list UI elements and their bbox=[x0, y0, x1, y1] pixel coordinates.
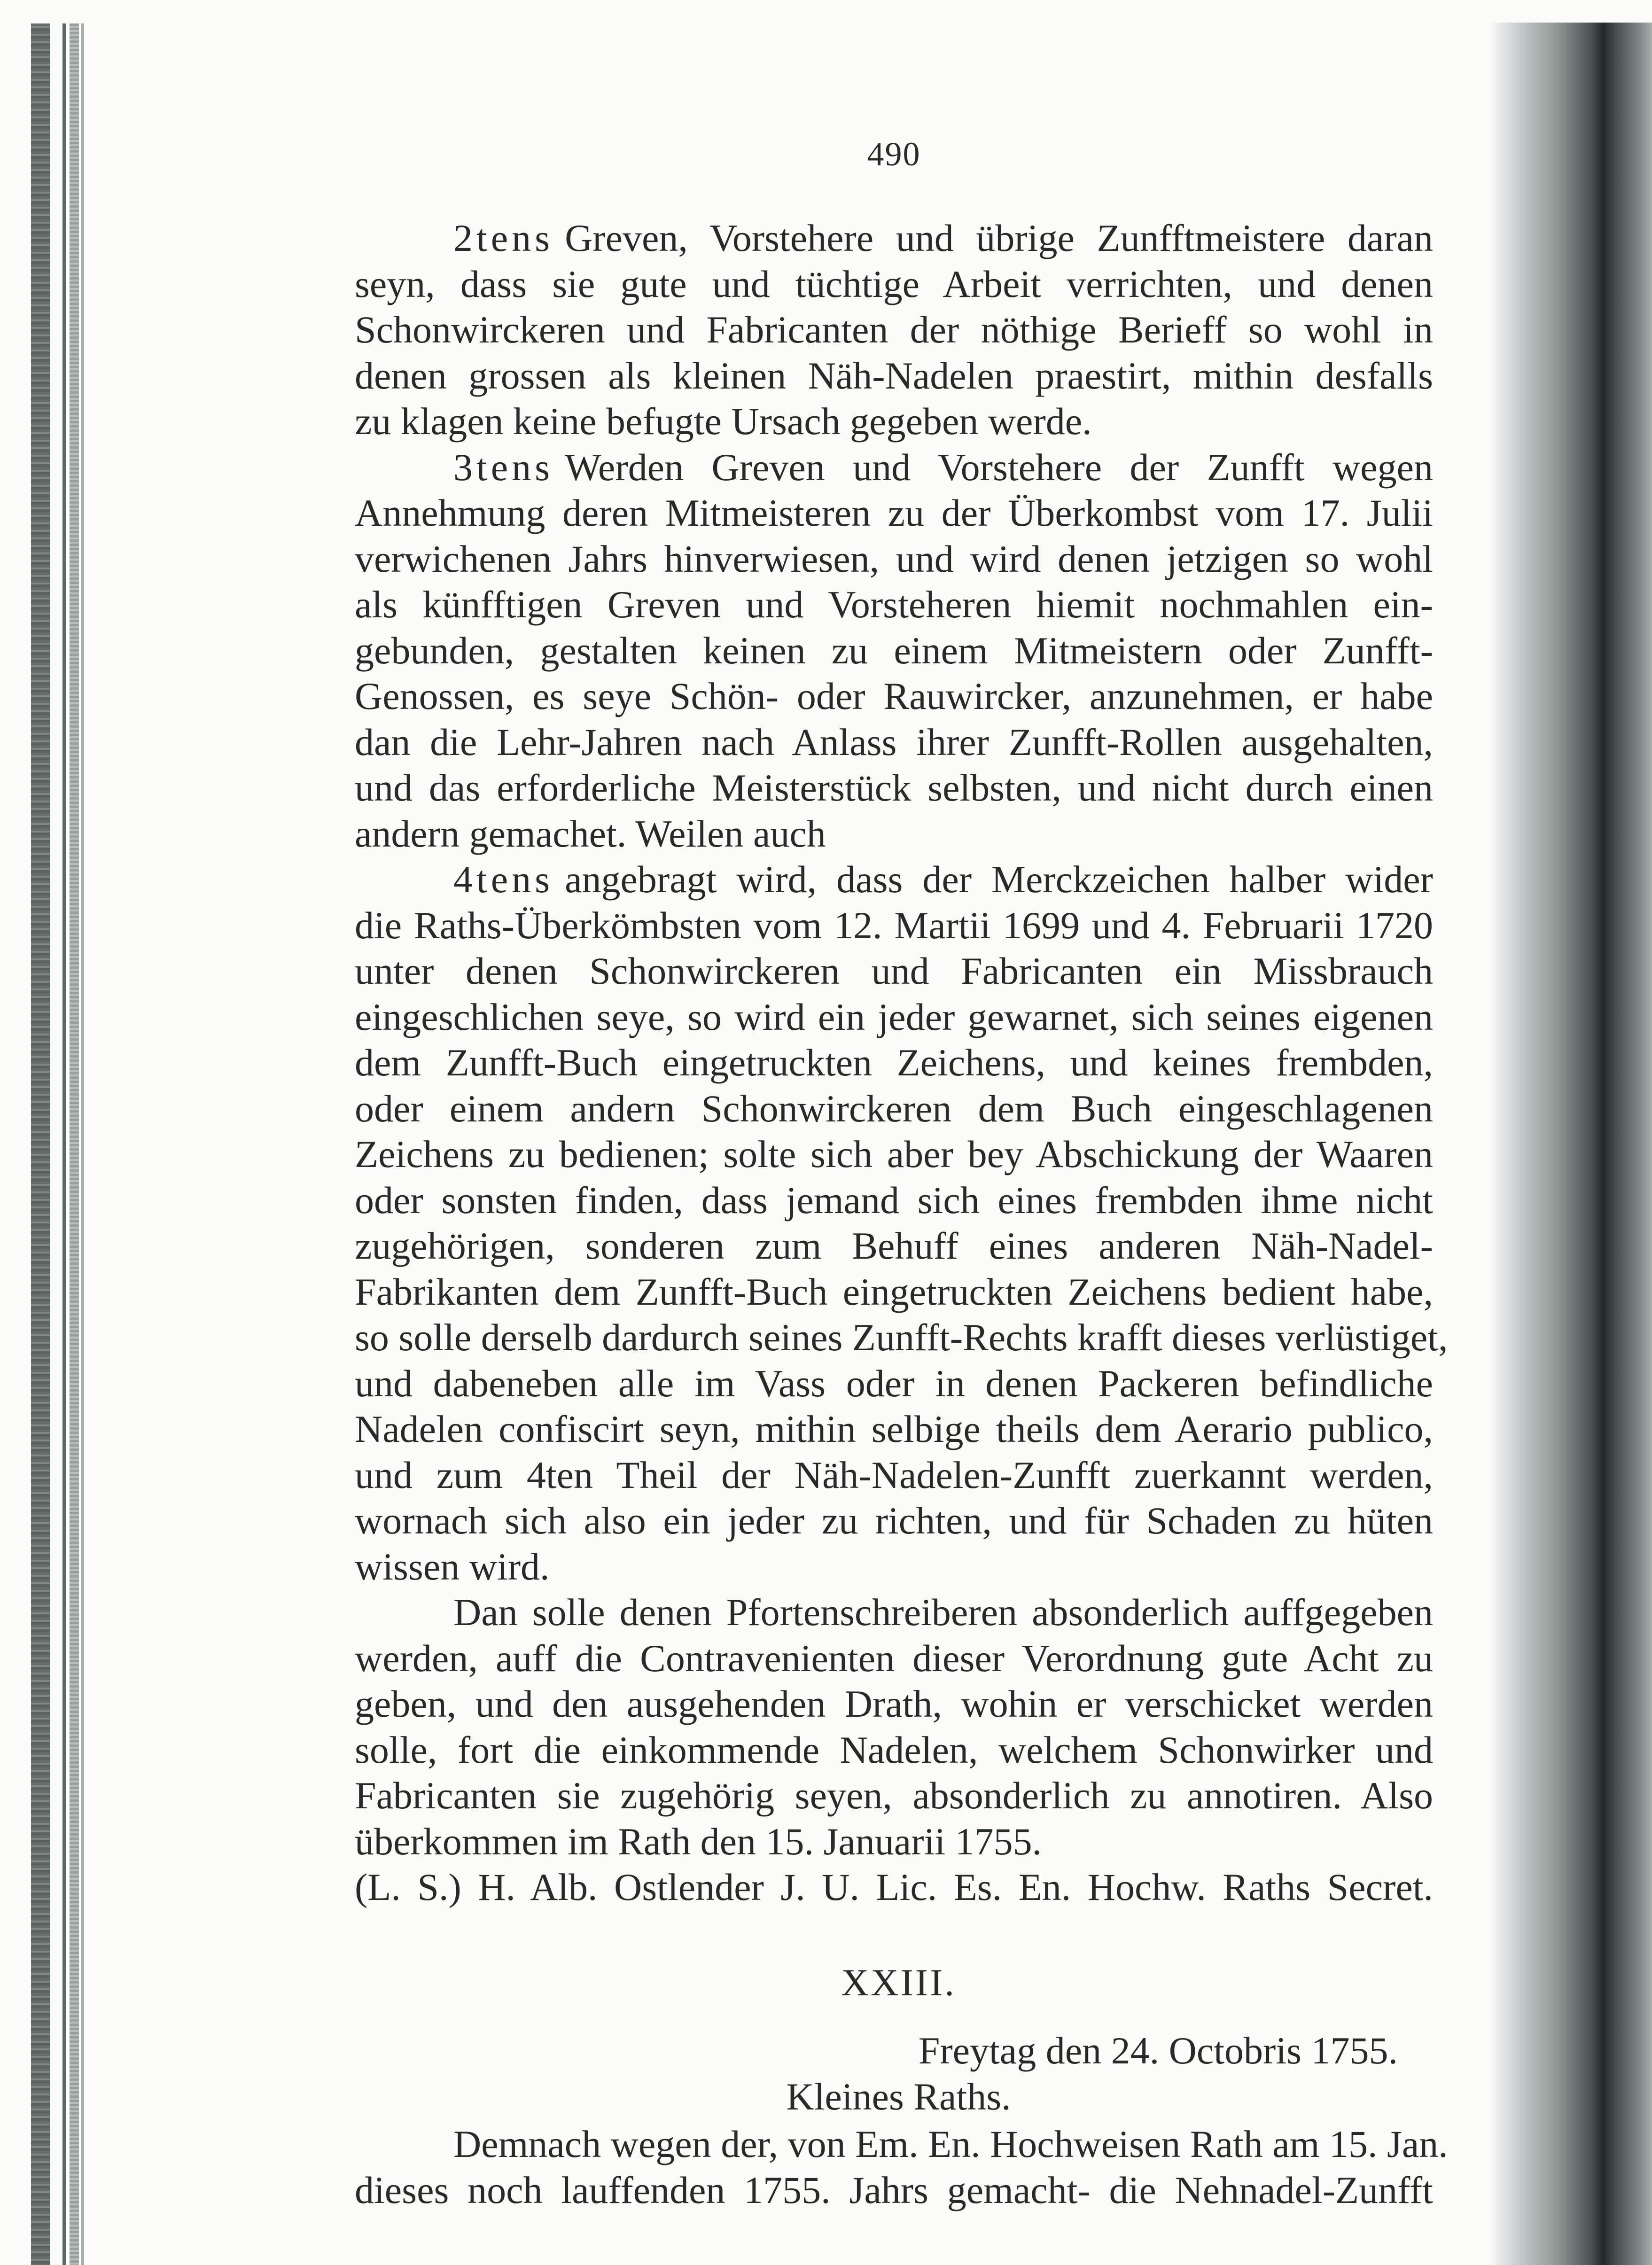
text-line: und zum 4ten Theil der Näh-Nadelen-Zunfft zuerkannt werden, bbox=[355, 1453, 1433, 1496]
text-line: eingeschlichen seye, so wird ein jeder gewarnet, sich seines eigenen bbox=[355, 995, 1433, 1038]
text-line: 4tens angebragt wird, dass der Merckzeichen halber wider bbox=[453, 858, 1433, 901]
section-council: Kleines Raths. bbox=[786, 2075, 1011, 2118]
section-number: XXIII. bbox=[841, 1961, 956, 2004]
binding-stripe bbox=[62, 23, 66, 2265]
section-date: Freytag den 24. Octobris 1755. bbox=[918, 2029, 1398, 2072]
signature-line: (L. S.) H. Alb. Ostlender J. U. Lic. Es. En. Hochw. Raths Secret. bbox=[355, 1866, 1433, 1908]
binding-stripe bbox=[70, 23, 79, 2265]
text-line: oder sonsten finden, dass jemand sich eines frembden ihme nicht bbox=[355, 1178, 1433, 1222]
text-line: Annehmung deren Mitmeisteren zu der Überkombst vom 17. Julii bbox=[355, 491, 1433, 534]
text-line: zu klagen keine befugte Ursach gegeben werde. bbox=[355, 400, 1092, 443]
text-line: werden, auff die Contravenienten dieser Verordnung gute Acht zu bbox=[355, 1636, 1433, 1680]
text-line: 2tens Greven, Vorstehere und übrige Zunfftmeistere daran bbox=[453, 217, 1433, 259]
text-line: wornach sich also ein jeder zu richten, und für Schaden zu hüten bbox=[355, 1499, 1433, 1542]
text-line: und dabeneben alle im Vass oder in denen Packeren befindliche bbox=[355, 1362, 1433, 1405]
text-line: seyn, dass sie gute und tüchtige Arbeit verrichten, und denen bbox=[355, 262, 1433, 305]
text-line: Zeichens zu bedienen; solte sich aber bey Abschickung der Waaren bbox=[355, 1133, 1433, 1175]
text-line: überkommen im Rath den 15. Januarii 1755. bbox=[355, 1820, 1042, 1863]
document-body bbox=[355, 215, 1448, 2213]
text-line: so solle derselb dardurch seines Zunfft-Rechts krafft dieses verlüstiget, bbox=[355, 1316, 1448, 1359]
text-line: als künfftigen Greven und Vorsteheren hiemit nochmahlen ein- bbox=[355, 583, 1433, 626]
text-line: Dan solle denen Pfortenschreiberen absonderlich auffgegeben bbox=[453, 1591, 1433, 1634]
scan-margin-top-right bbox=[1489, 0, 1652, 23]
paragraph-3tens bbox=[355, 444, 1433, 857]
text-line: unter denen Schonwirckeren und Fabricanten ein Missbrauch bbox=[355, 950, 1433, 992]
binding-stripe bbox=[81, 23, 84, 2265]
text-line: Genossen, es seye Schön- oder Rauwircker, anzunehmen, er habe bbox=[355, 675, 1433, 717]
text-line: andern gemachet. Weilen auch bbox=[355, 812, 826, 855]
paragraph-pfortenschreiber bbox=[355, 1589, 1433, 1864]
text-line: solle, fort die einkommende Nadelen, welchem Schonwirker und bbox=[355, 1728, 1433, 1771]
page-number: 490 bbox=[867, 135, 921, 173]
text-line: denen grossen als kleinen Näh-Nadelen praestirt, mithin desfalls bbox=[355, 354, 1433, 397]
text-line: Schonwirckeren und Fabricanten der nöthige Berieff so wohl in bbox=[355, 308, 1433, 351]
ordinal-lead: 2tens bbox=[453, 217, 554, 259]
ordinal-lead: 3tens bbox=[453, 445, 554, 489]
text-line: gebunden, gestalten keinen zu einem Mitmeistern oder Zunfft- bbox=[355, 629, 1433, 672]
text-line: und das erforderliche Meisterstück selbsten, und nicht durch einen bbox=[355, 766, 1433, 809]
paragraph-2tens bbox=[355, 215, 1433, 444]
text-line: 3tens Werden Greven und Vorstehere der Zunfft wegen bbox=[453, 445, 1433, 489]
text-line: Fabricanten sie zugehörig seyen, absonderlich zu annotiren. Also bbox=[355, 1774, 1433, 1817]
text-line: die Raths-Überkömbsten vom 12. Martii 1699 und 4. Februarii 1720 bbox=[355, 903, 1433, 947]
text-line: Demnach wegen der, von Em. En. Hochweisen Rath am 15. Jan. bbox=[453, 2123, 1448, 2165]
text-line: dem Zunfft-Buch eingetruckten Zeichens, und keines frembden, bbox=[355, 1041, 1433, 1084]
paragraph-demnach bbox=[355, 2121, 1448, 2213]
text-line: verwichenen Jahrs hinverwiesen, und wird denen jetzigen so wohl bbox=[355, 537, 1433, 580]
page-edge-shadow-right bbox=[1489, 21, 1652, 2265]
text-line: zugehörigen, sonderen zum Behuff eines anderen Näh-Nadel- bbox=[355, 1224, 1433, 1267]
text-line: Nadelen confiscirt seyn, mithin selbige theils dem Aerario publico, bbox=[355, 1408, 1433, 1450]
page-binding-shadow-left bbox=[0, 0, 113, 2265]
text-line: dan die Lehr-Jahren nach Anlass ihrer Zunfft-Rollen ausgehalten, bbox=[355, 720, 1433, 763]
text-line: Fabrikanten dem Zunfft-Buch eingetruckten Zeichens bedient habe, bbox=[355, 1270, 1433, 1313]
text-line: dieses noch lauffenden 1755. Jahrs gemacht- die Nehnadel-Zunfft bbox=[355, 2168, 1433, 2211]
binding-stripe bbox=[31, 23, 50, 2265]
ordinal-lead: 4tens bbox=[453, 858, 554, 901]
paragraph-4tens bbox=[355, 856, 1448, 1589]
text-line: oder einem andern Schonwirckeren dem Buch eingeschlagenen bbox=[355, 1087, 1433, 1130]
text-line: geben, und den ausgehenden Drath, wohin er verschicket werden bbox=[355, 1682, 1433, 1725]
text-line: wissen wird. bbox=[355, 1545, 550, 1588]
